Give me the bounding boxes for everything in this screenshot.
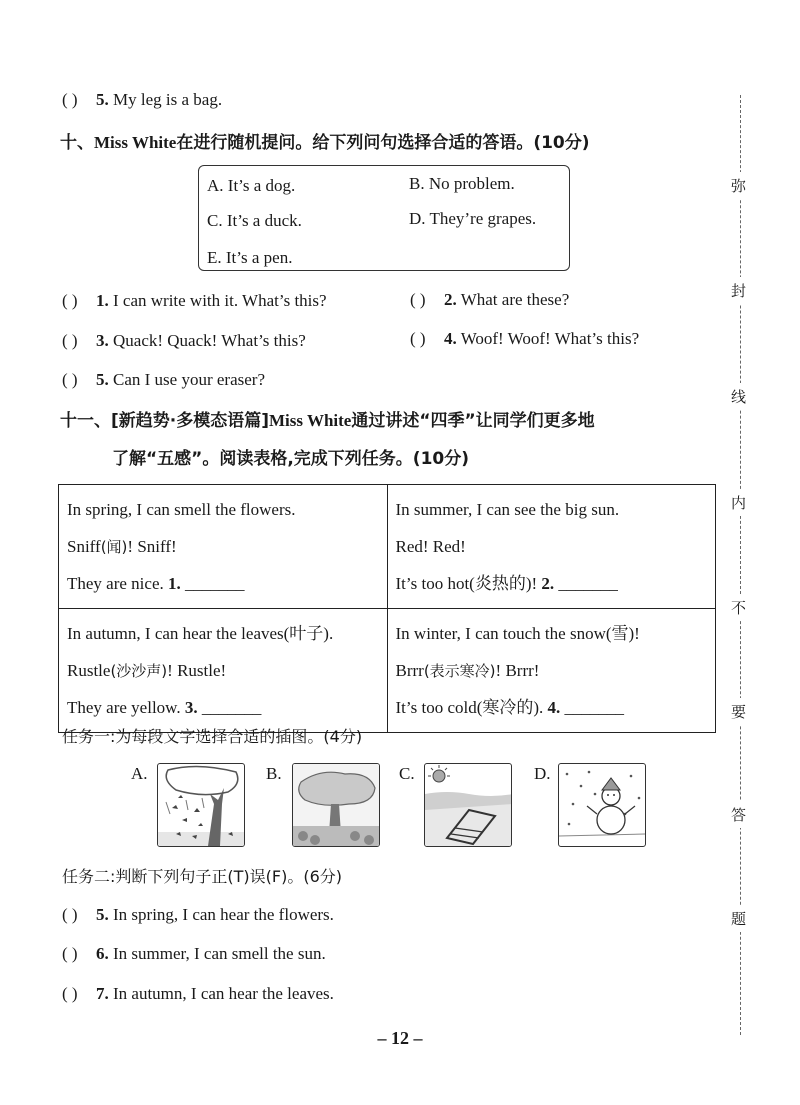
option-a: A. It’s a dog. <box>207 176 296 195</box>
s10-question-5: ( ) 5. Can I use your eraser? <box>62 370 265 389</box>
page-number: – 12 – <box>377 1028 423 1048</box>
seal-char-6: 要 <box>731 698 746 725</box>
task-2-title: 任务二:判断下列句子正(T)误(F)。(6分) <box>62 867 343 886</box>
s10-question-4: ( ) 4. Woof! Woof! What’s this? <box>410 329 640 348</box>
section-10-title: 十、Miss White在进行随机提问。给下列问句选择合适的答语。(10分) <box>60 133 590 153</box>
prev-question-5: ( ) 5. My leg is a bag. <box>62 90 223 109</box>
snowman-icon[interactable] <box>558 763 646 847</box>
seal-dashed-line <box>740 95 741 1035</box>
option-e: E. It’s a pen. <box>207 248 293 267</box>
seal-char-2: 封 <box>731 277 746 304</box>
picture-label-d: D. <box>534 764 551 783</box>
blank-2[interactable]: _______ <box>558 574 618 593</box>
beach-chair-sun-icon[interactable] <box>424 763 512 847</box>
picture-label-a: A. <box>131 764 148 783</box>
s10-question-1: ( ) 1. I can write with it. What’s this? <box>62 291 327 310</box>
tf-question-7: ( ) 7. In autumn, I can hear the leaves. <box>62 984 334 1003</box>
cell-spring: In spring, I can smell the flowers. Sniff(闻)! Sniff! They are nice. 1. _______ <box>59 485 388 609</box>
seal-char-1: 弥 <box>731 172 746 199</box>
cell-autumn: In autumn, I can hear the leaves(叶子). Rustle(沙沙声)! Rustle! They are yellow. 3. _______ <box>59 609 388 733</box>
blank-4[interactable]: _______ <box>564 698 625 717</box>
task-1-title: 任务一:为每段文字选择合适的插图。(4分) <box>62 727 363 746</box>
tree-in-garden-icon[interactable] <box>292 763 380 847</box>
tf-question-5: ( ) 5. In spring, I can hear the flowers. <box>62 905 334 924</box>
seal-char-8: 题 <box>731 905 746 932</box>
section-11-title-line2: 了解“五感”。阅读表格,完成下列任务。(10分) <box>112 449 469 469</box>
picture-label-c: C. <box>399 764 415 783</box>
s10-question-3: ( ) 3. Quack! Quack! What’s this? <box>62 331 306 350</box>
picture-label-b: B. <box>266 764 282 783</box>
option-c: C. It’s a duck. <box>207 211 302 230</box>
blank-1[interactable]: _______ <box>185 574 245 593</box>
s10-question-2: ( ) 2. What are these? <box>410 290 570 309</box>
seal-char-7: 答 <box>731 801 746 828</box>
tf-question-6: ( ) 6. In summer, I can smell the sun. <box>62 944 326 963</box>
section-11-title: 十一、[新趋势·多模态语篇]Miss White通过讲述“四季”让同学们更多地 <box>60 411 595 431</box>
seal-char-3: 线 <box>731 383 746 410</box>
cell-summer: In summer, I can see the big sun. Red! Red! It’s too hot(炎热的)! 2. _______ <box>387 485 716 609</box>
autumn-tree-falling-leaves-icon[interactable] <box>157 763 245 847</box>
option-b: B. No problem. <box>409 174 515 193</box>
seal-char-4: 内 <box>731 489 746 516</box>
blank-3[interactable]: _______ <box>201 698 262 717</box>
seal-char-5: 不 <box>731 594 746 621</box>
answer-options-box <box>198 165 570 271</box>
option-d: D. They’re grapes. <box>409 209 537 228</box>
seasons-table <box>58 484 716 733</box>
cell-winter: In winter, I can touch the snow(雪)! Brrr(表示寒冷)! Brrr! It’s too cold(寒冷的). 4. _______ <box>387 609 716 733</box>
